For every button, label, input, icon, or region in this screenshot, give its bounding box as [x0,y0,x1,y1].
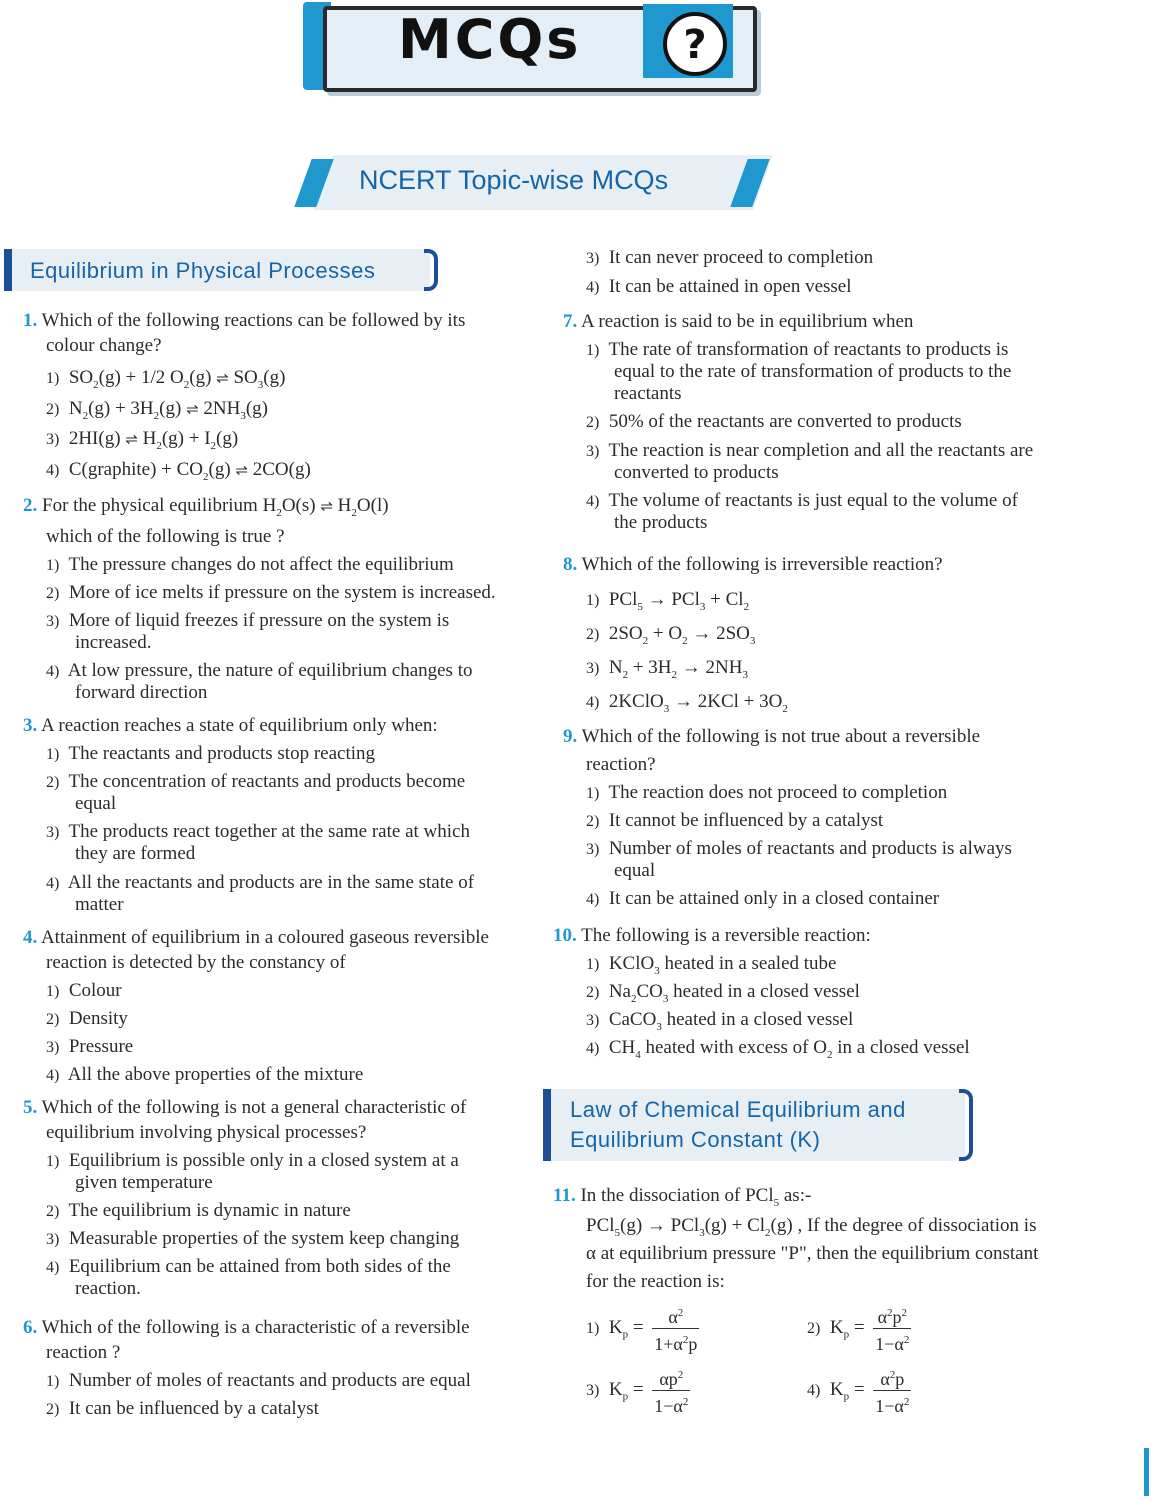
q10-option-3: 3) CaCO$_3$ heated in a closed vessel [586,1009,854,1033]
question-11-cont: α at equilibrium pressure "P", then the equilibrium constant [586,1243,1039,1264]
q7-option-4: 4) The volume of reactants is just equal to the volume of [586,490,1018,511]
q11-option-4: 4) $K_p$ = $\frac{\alpha^2p}{1-\alpha^2}$ [807,1364,911,1417]
q2-option-3-cont: increased. [75,632,152,653]
q6-option-3: 3) It can never proceed to completion [586,247,874,268]
q8-option-1: 1) $PCl_5 \to PCl_3 + Cl_2$ [586,589,750,613]
q1-option-3: 3) 2HI(g) ⇌ $H_2(g) + I_2(g)$ [46,428,239,452]
q11-option-2: 2) $K_p$ = $\frac{\alpha^2p^2}{1-\alpha^2}$ [807,1302,911,1355]
q7-option-3: 3) The reaction is near completion and all the reactants are [586,440,1034,461]
q2-option-3: 3) More of liquid freezes if pressure on the system is [46,610,450,631]
q9-option-4: 4) It can be attained only in a closed container [586,888,940,909]
q9-option-3: 3) Number of moles of reactants and products is always [586,838,1012,859]
q9-option-2: 2) It cannot be influenced by a catalyst [586,810,884,831]
q7-option-1-cont: equal to the rate of transformation of products to the [614,361,1012,382]
topic-banner-label: NCERT Topic-wise MCQs [359,165,669,195]
page-title: MCQs [398,8,582,71]
q3-option-4-cont: matter [75,894,124,915]
section-title-line2: Equilibrium Constant (K) [570,1127,821,1152]
q5-option-1-cont: given temperature [75,1172,213,1193]
q3-option-3: 3) The products react together at the same rate at which [46,821,470,842]
q11-option-1: 1) $K_p$ = $\frac{\alpha^2}{1+\alpha^2p}$ [586,1302,699,1355]
q6-option-2: 2) It can be influenced by a catalyst [46,1398,319,1419]
q2-option-2: 2) More of ice melts if pressure on the system is increased. [46,582,496,603]
q1-option-2: 2) $N_2(g) + 3H_2(g)$ ⇌ $2NH_3(g)$ [46,398,268,422]
question-2: 2. For the physical equilibrium $H_2O(s)$ ⇌ $H_2O(l)$ [23,495,389,519]
q10-option-2: 2) $Na_2CO_3$ heated in a closed vessel [586,981,860,1005]
q3-option-2: 2) The concentration of reactants and products become [46,771,466,792]
q5-option-3: 3) Measurable properties of the system keep changing [46,1228,460,1249]
q5-option-4-cont: reaction. [75,1278,141,1299]
q7-option-3-cont: converted to products [614,462,779,483]
question-4: 4. Attainment of equilibrium in a coloured gaseous reversible [23,927,489,948]
q2-option-1: 1) The pressure changes do not affect the equilibrium [46,554,454,575]
q4-option-4: 4) All the above properties of the mixture [46,1064,364,1085]
question-5: 5. Which of the following is not a general characteristic of [23,1097,467,1118]
mcqs-title-banner [303,2,755,90]
section-bracket [959,1089,973,1161]
section-title: Equilibrium in Physical Processes [30,258,376,283]
q8-option-2: 2) $2SO_2 + O_2 \to 2SO_3$ [586,623,756,647]
question-1-cont: colour change? [46,335,162,356]
question-11: 11. In the dissociation of PCl$_5$ as:- [553,1185,812,1209]
q6-option-4: 4) It can be attained in open vessel [586,276,852,297]
q6-option-1: 1) Number of moles of reactants and products are equal [46,1370,471,1391]
question-11-cont2: for the reaction is: [586,1271,725,1292]
q2-option-4: 4) At low pressure, the nature of equilibrium changes to [46,660,473,681]
question-1: 1. Which of the following reactions can be followed by its [23,310,466,331]
section-bracket [424,249,438,291]
question-5-cont: equilibrium involving physical processes? [46,1122,367,1143]
question-mark-icon: ? [663,12,727,76]
q5-option-1: 1) Equilibrium is possible only in a closed system at a [46,1150,459,1171]
q1-option-1: 1) $SO_2(g) + 1/2$ $O_2(g)$ ⇌ $SO_3(g)$ [46,367,286,391]
q3-option-4: 4) All the reactants and products are in the same state of [46,872,475,893]
q4-option-2: 2) Density [46,1008,128,1029]
question-6: 6. Which of the following is a characteristic of a reversible [23,1317,470,1338]
q7-option-1-cont2: reactants [614,383,682,404]
q5-option-4: 4) Equilibrium can be attained from both sides of the [46,1256,451,1277]
q9-option-1: 1) The reaction does not proceed to completion [586,782,948,803]
q8-option-4: 4) 2KClO$_3$ → $2KCl + 3O_2$ [586,691,788,715]
question-9-cont: reaction? [586,754,656,775]
q8-option-3: 3) $N_2 + 3H_2 \to 2NH_3$ [586,657,748,681]
section-heading-physical [4,249,430,291]
question-2-cont: which of the following is true ? [46,526,285,547]
q1-option-4: 4) C(graphite) + $CO_2(g)$ ⇌ 2CO(g) [46,459,311,483]
q3-option-2-cont: equal [75,793,117,814]
question-11-equation: $PCl_5(g) \to PCl_3(g) + Cl_2(g)$ , If the degree of dissociation is [586,1215,1037,1239]
section-heading-law [543,1089,965,1161]
q4-option-1: 1) Colour [46,980,122,1001]
section-title-line1: Law of Chemical Equilibrium and [570,1097,906,1122]
q3-option-3-cont: they are formed [75,843,196,864]
topic-banner [303,155,765,210]
page-edge-marker [1144,1448,1149,1496]
q10-option-1: 1) KClO$_3$ heated in a sealed tube [586,953,837,977]
question-8: 8. Which of the following is irreversible reaction? [563,554,943,575]
q4-option-3: 3) Pressure [46,1036,134,1057]
q2-option-4-cont: forward direction [75,682,208,703]
q7-option-2: 2) 50% of the reactants are converted to products [586,411,962,432]
question-7: 7. A reaction is said to be in equilibrium when [563,311,914,332]
question-9: 9. Which of the following is not true about a reversible [563,726,981,747]
q3-option-1: 1) The reactants and products stop reacting [46,743,376,764]
question-4-cont: reaction is detected by the constancy of [46,952,346,973]
question-10: 10. The following is a reversible reaction: [553,925,871,946]
q10-option-4: 4) $CH_4$ heated with excess of $O_2$ in a closed vessel [586,1037,970,1061]
q9-option-3-cont: equal [614,860,656,881]
question-6-cont: reaction ? [46,1342,121,1363]
q7-option-1: 1) The rate of transformation of reactants to products is [586,339,1009,360]
q7-option-4-cont: the products [614,512,708,533]
q5-option-2: 2) The equilibrium is dynamic in nature [46,1200,351,1221]
question-3: 3. A reaction reaches a state of equilibrium only when: [23,715,438,736]
q11-option-3: 3) $K_p$ = $\frac{\alpha p^2}{1-\alpha^2}$ [586,1364,690,1417]
